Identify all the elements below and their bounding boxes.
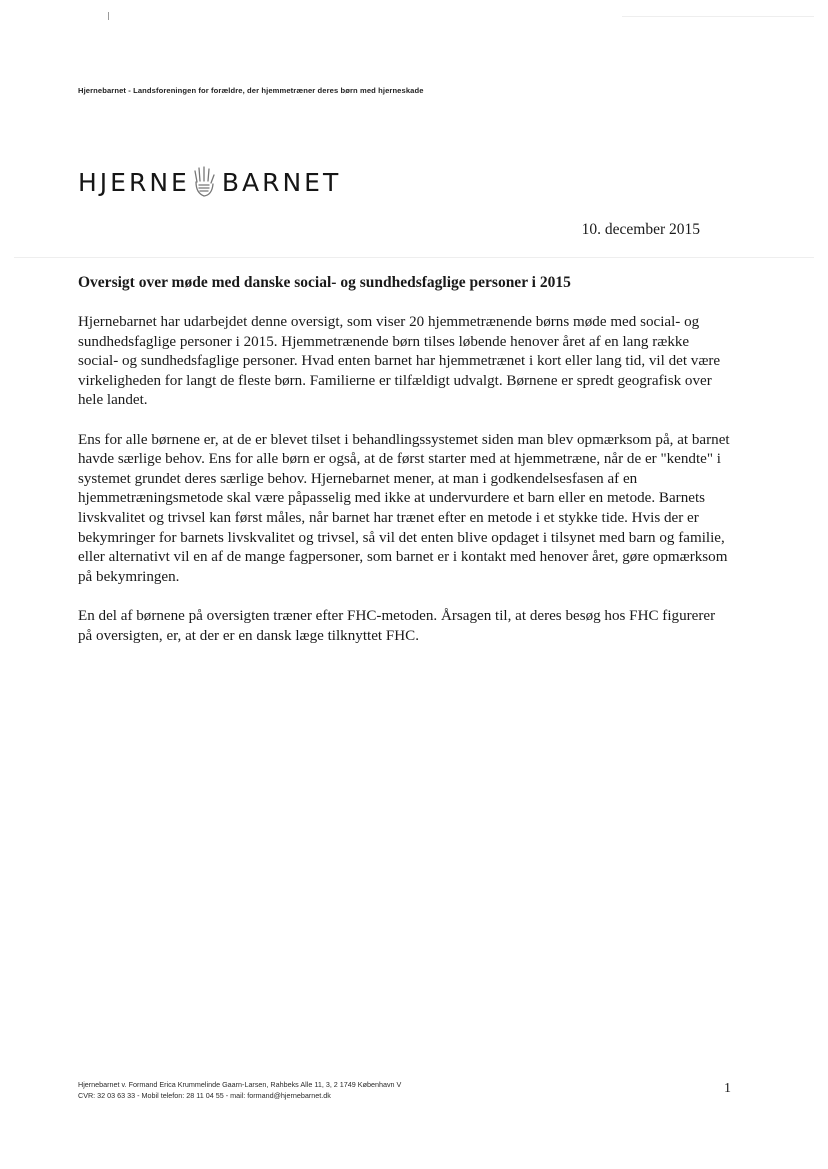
scan-artifact	[108, 12, 109, 20]
body-paragraph: Ens for alle børnene er, at de er blevet tilset i behandlingssystemet siden man blev opmærksom på, at barnet havde særlige behov. Ens for alle børn er også, at de først starter med at hjemmetræne, når de er "kendte" i systemet grundet deres særlige behov. Hjernebarnet mener, at man i godkendelsesfasen af en hjemmetræningsmetode skal være påpasselig med ikke at undervurdere et barn eller en metode. Barnets livskvalitet og trivsel kan først måles, når barnet har trænet efter en metode i et stykke tide. Hvis der er bekymringer for barnets livskvalitet og trivsel, så vil det enten blive opdaget i tilsynet med barn og familie, eller alternativt vil en af de mange fagpersoner, som barnet er i kontakt med henover året, gøre opmærksom på bekymringen.	[78, 431, 730, 585]
scan-edge-line	[622, 16, 814, 17]
organization-header: Hjernebarnet - Landsforeningen for forældre, der hjemmetræner deres børn med hjerneskade	[78, 86, 424, 95]
document-body	[78, 313, 730, 666]
document-date: 10. december 2015	[581, 221, 700, 238]
footer-contact: CVR: 32 03 63 33 - Mobil telefon: 28 11 04 55 - mail: formand@hjernebarnet.dk	[78, 1091, 331, 1100]
footer-address: Hjernebarnet v. Formand Erica Krummelinde Gaarn-Larsen, Rahbeks Alle 11, 3, 2 1749 København V	[78, 1080, 402, 1089]
logo-text-left: HJERNE	[78, 167, 190, 197]
page-footer	[78, 1079, 401, 1101]
hjernebarnet-logo	[78, 164, 341, 200]
scan-edge-line	[14, 257, 814, 258]
body-paragraph: Hjernebarnet har udarbejdet denne oversigt, som viser 20 hjemmetrænende børns møde med social- og sundhedsfaglige personer i 2015. Hjemmetrænende børn tilses løbende henover året af en lang række social- og sundhedsfaglige personer. Hvad enten barnet har hjemmetrænet i kort eller lang tid, vil det være virkeligheden for langt de fleste børn. Familierne er tilfældigt udvalgt. Børnene er spredt geografisk over hele landet.	[78, 314, 721, 409]
hand-icon	[192, 166, 218, 198]
page-number: 1	[724, 1081, 731, 1096]
document-title: Oversigt over møde med danske social- og sundhedsfaglige personer i 2015	[78, 274, 571, 291]
body-paragraph: En del af børnene på oversigten træner efter FHC-metoden. Årsagen til, at deres besøg hos FHC figurerer på oversigten, er, at der er en dansk læge tilknyttet FHC.	[78, 607, 716, 644]
logo-text-right: BARNET	[221, 167, 342, 197]
